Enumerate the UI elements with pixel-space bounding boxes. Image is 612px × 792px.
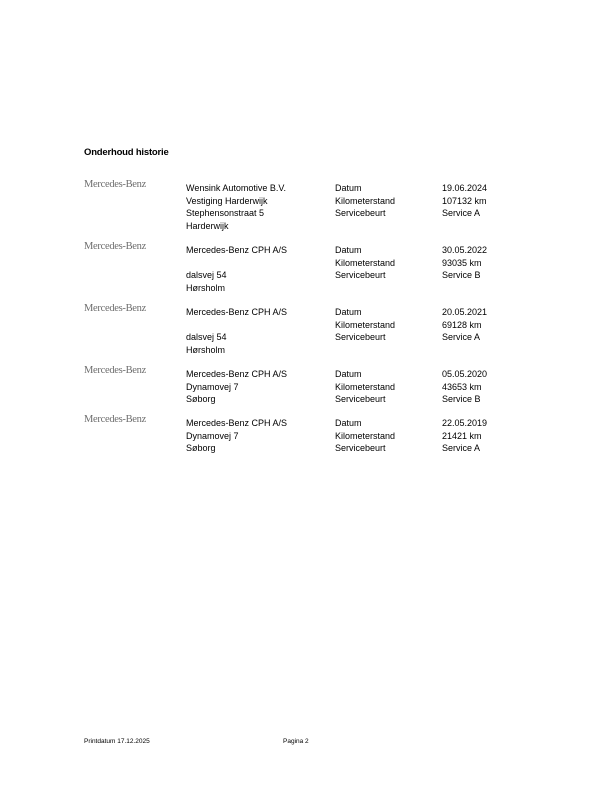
dealer-info (186, 368, 287, 406)
label-datum: Datum (335, 418, 362, 428)
value-kilometerstand: 43653 km (442, 381, 482, 392)
dealer-line: Mercedes-Benz CPH A/S (186, 245, 288, 255)
mercedes-benz-logo: Mercedes-Benz (84, 303, 146, 314)
value-datum: 22.05.2019 (442, 418, 488, 428)
value-kilometerstand: 69128 km (442, 319, 482, 330)
value-datum: 19.06.2024 (442, 183, 488, 193)
dealer-line (186, 319, 287, 332)
mercedes-benz-logo: Mercedes-Benz (84, 241, 146, 252)
dealer-line: Mercedes-Benz CPH A/S (186, 307, 288, 317)
field-values (442, 368, 487, 406)
field-values (442, 244, 487, 282)
field-values (442, 182, 487, 220)
mercedes-benz-logo: Mercedes-Benz (84, 365, 146, 376)
label-datum: Datum (335, 245, 362, 255)
dealer-line: Vestiging Harderwijk (186, 195, 268, 206)
field-values (442, 417, 487, 455)
dealer-line: dalsvej 54 (186, 270, 227, 281)
label-servicebeurt: Servicebeurt (335, 443, 386, 454)
value-datum: 20.05.2021 (442, 307, 488, 317)
label-datum: Datum (335, 369, 362, 379)
dealer-line: Mercedes-Benz CPH A/S (186, 418, 288, 428)
dealer-line: Dynamovej 7 (186, 430, 239, 441)
field-labels (335, 182, 395, 220)
dealer-line: Mercedes-Benz CPH A/S (186, 369, 288, 379)
mercedes-benz-logo: Mercedes-Benz (84, 414, 146, 425)
dealer-line: dalsvej 54 (186, 332, 227, 343)
page-title: Onderhoud historie (84, 147, 169, 158)
label-servicebeurt: Servicebeurt (335, 332, 386, 343)
value-servicebeurt: Service A (442, 443, 481, 454)
dealer-line: Wensink Automotive B.V. (186, 183, 287, 193)
label-kilometerstand: Kilometerstand (335, 257, 396, 268)
dealer-info (186, 306, 287, 357)
label-kilometerstand: Kilometerstand (335, 319, 396, 330)
dealer-line: Stephensonstraat 5 (186, 208, 265, 219)
value-servicebeurt: Service A (442, 208, 481, 219)
label-kilometerstand: Kilometerstand (335, 430, 396, 441)
label-servicebeurt: Servicebeurt (335, 270, 386, 281)
field-values (442, 306, 487, 344)
dealer-line: Dynamovej 7 (186, 381, 239, 392)
print-date: Printdatum 17.12.2025 (84, 738, 150, 745)
label-datum: Datum (335, 307, 362, 317)
value-kilometerstand: 93035 km (442, 257, 482, 268)
field-labels (335, 417, 395, 455)
value-kilometerstand: 21421 km (442, 430, 482, 441)
dealer-line: Harderwijk (186, 221, 229, 232)
dealer-info (186, 182, 286, 233)
dealer-line: Hørsholm (186, 283, 226, 294)
label-kilometerstand: Kilometerstand (335, 381, 396, 392)
dealer-info (186, 417, 287, 455)
value-datum: 05.05.2020 (442, 369, 488, 379)
dealer-info (186, 244, 287, 295)
value-kilometerstand: 107132 km (442, 195, 487, 206)
page-number: Pagina 2 (283, 738, 309, 745)
dealer-line: Søborg (186, 443, 216, 454)
label-datum: Datum (335, 183, 362, 193)
label-servicebeurt: Servicebeurt (335, 394, 386, 405)
field-labels (335, 368, 395, 406)
value-servicebeurt: Service B (442, 270, 481, 281)
value-servicebeurt: Service B (442, 394, 481, 405)
value-datum: 30.05.2022 (442, 245, 488, 255)
dealer-line (186, 257, 287, 270)
dealer-line: Hørsholm (186, 345, 226, 356)
field-labels (335, 244, 395, 282)
dealer-line: Søborg (186, 394, 216, 405)
field-labels (335, 306, 395, 344)
mercedes-benz-logo: Mercedes-Benz (84, 179, 146, 190)
value-servicebeurt: Service A (442, 332, 481, 343)
label-kilometerstand: Kilometerstand (335, 195, 396, 206)
label-servicebeurt: Servicebeurt (335, 208, 386, 219)
